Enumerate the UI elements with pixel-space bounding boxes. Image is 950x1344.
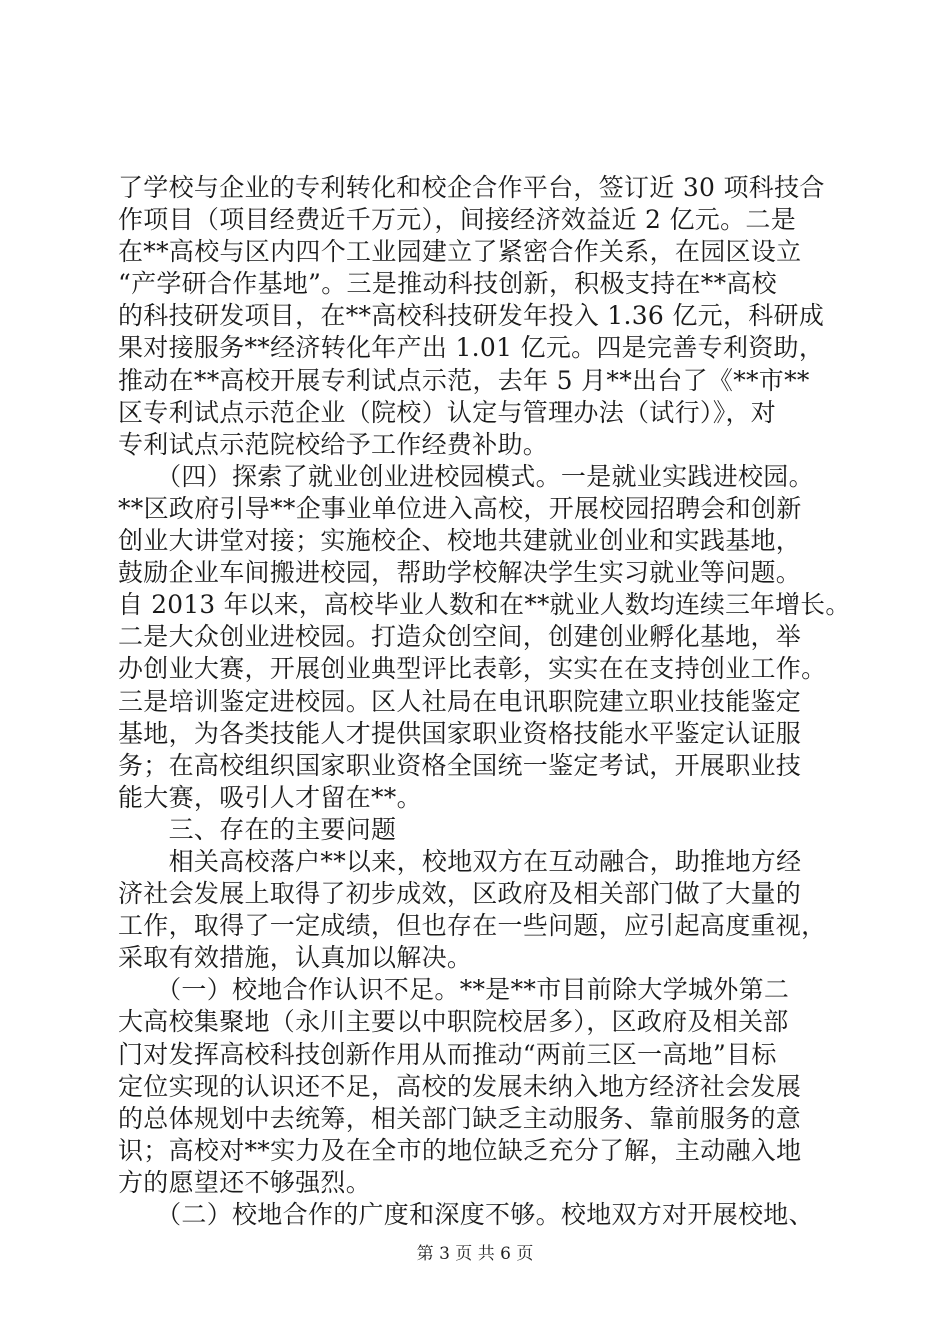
- text-line: 采取有效措施，认真加以解决。: [118, 943, 473, 973]
- text-line: （四）探索了就业创业进校园模式。一是就业实践进校园。: [118, 461, 814, 491]
- text-line: “产学研合作基地”。三是推动科技创新，积极支持在**高校: [118, 269, 777, 299]
- text-line: 办创业大赛，开展创业典型评比表彰，实实在在支持创业工作。: [118, 654, 827, 684]
- text-line: 能大赛，吸引人才留在**。: [118, 782, 422, 812]
- text-line: 推动在**高校开展专利试点示范，去年 5 月**出台了《**市**: [118, 365, 810, 395]
- text-line: 定位实现的认识还不足，高校的发展未纳入地方经济社会发展: [118, 1071, 802, 1101]
- page-footer: 第 3 页 共 6 页: [416, 1244, 534, 1264]
- text-line: 区专利试点示范企业（院校）认定与管理办法（试行）》，对: [118, 397, 777, 427]
- text-line: 工作，取得了一定成绩，但也存在一些问题，应引起高度重视，: [118, 911, 827, 941]
- text-line: 创业大讲堂对接；实施校企、校地共建就业创业和实践基地，: [118, 526, 802, 556]
- text-line: 的总体规划中去统筹，相关部门缺乏主动服务、靠前服务的意: [118, 1103, 802, 1133]
- text-line: 作项目（项目经费近千万元），间接经济效益近 2 亿元。二是: [118, 205, 797, 235]
- text-line: 方的愿望还不够强烈。: [118, 1167, 372, 1197]
- text-line: 自 2013 年以来，高校毕业人数和在**就业人数均连续三年增长。: [118, 590, 851, 620]
- text-line: （二）校地合作的广度和深度不够。校地双方对开展校地、: [118, 1200, 814, 1229]
- text-line: 三是培训鉴定进校园。区人社局在电讯职院建立职业技能鉴定: [118, 686, 802, 716]
- text-line: 专利试点示范院校给予工作经费补助。: [118, 429, 549, 459]
- text-line: 务；在高校组织国家职业资格全国统一鉴定考试，开展职业技: [118, 750, 802, 780]
- text-line: 在**高校与区内四个工业园建立了紧密合作关系，在园区设立: [118, 237, 802, 267]
- text-line: 鼓励企业车间搬进校园，帮助学校解决学生实习就业等问题。: [118, 558, 802, 588]
- text-line: 了学校与企业的专利转化和校企合作平台，签订近 30 项科技合: [118, 173, 825, 202]
- text-line: 的科技研发项目，在**高校科技研发年投入 1.36 亿元，科研成: [118, 301, 825, 331]
- text-line: （一）校地合作认识不足。**是**市目前除大学城外第二: [118, 975, 790, 1005]
- text-line: 识；高校对**实力及在全市的地位缺乏充分了解，主动融入地: [118, 1135, 802, 1165]
- text-line: 济社会发展上取得了初步成效，区政府及相关部门做了大量的: [118, 879, 802, 909]
- text-line: 三、存在的主要问题: [118, 814, 397, 844]
- text-line: 大高校集聚地（永川主要以中职院校居多），区政府及相关部: [118, 1007, 789, 1037]
- text-line: 果对接服务**经济转化年产出 1.01 亿元。四是完善专利资助，: [118, 333, 825, 363]
- text-line: 相关高校落户**以来，校地双方在互动融合，助推地方经: [118, 846, 802, 876]
- text-line: **区政府引导**企事业单位进入高校，开展校园招聘会和创新: [118, 493, 802, 523]
- text-line: 基地，为各类技能人才提供国家职业资格技能水平鉴定认证服: [118, 718, 802, 748]
- text-line: 二是大众创业进校园。打造众创空间，创建创业孵化基地，举: [118, 622, 802, 652]
- body-text: [118, 172, 850, 1231]
- text-line: 门对发挥高校科技创新作用从而推动“两前三区一高地”目标: [118, 1039, 777, 1069]
